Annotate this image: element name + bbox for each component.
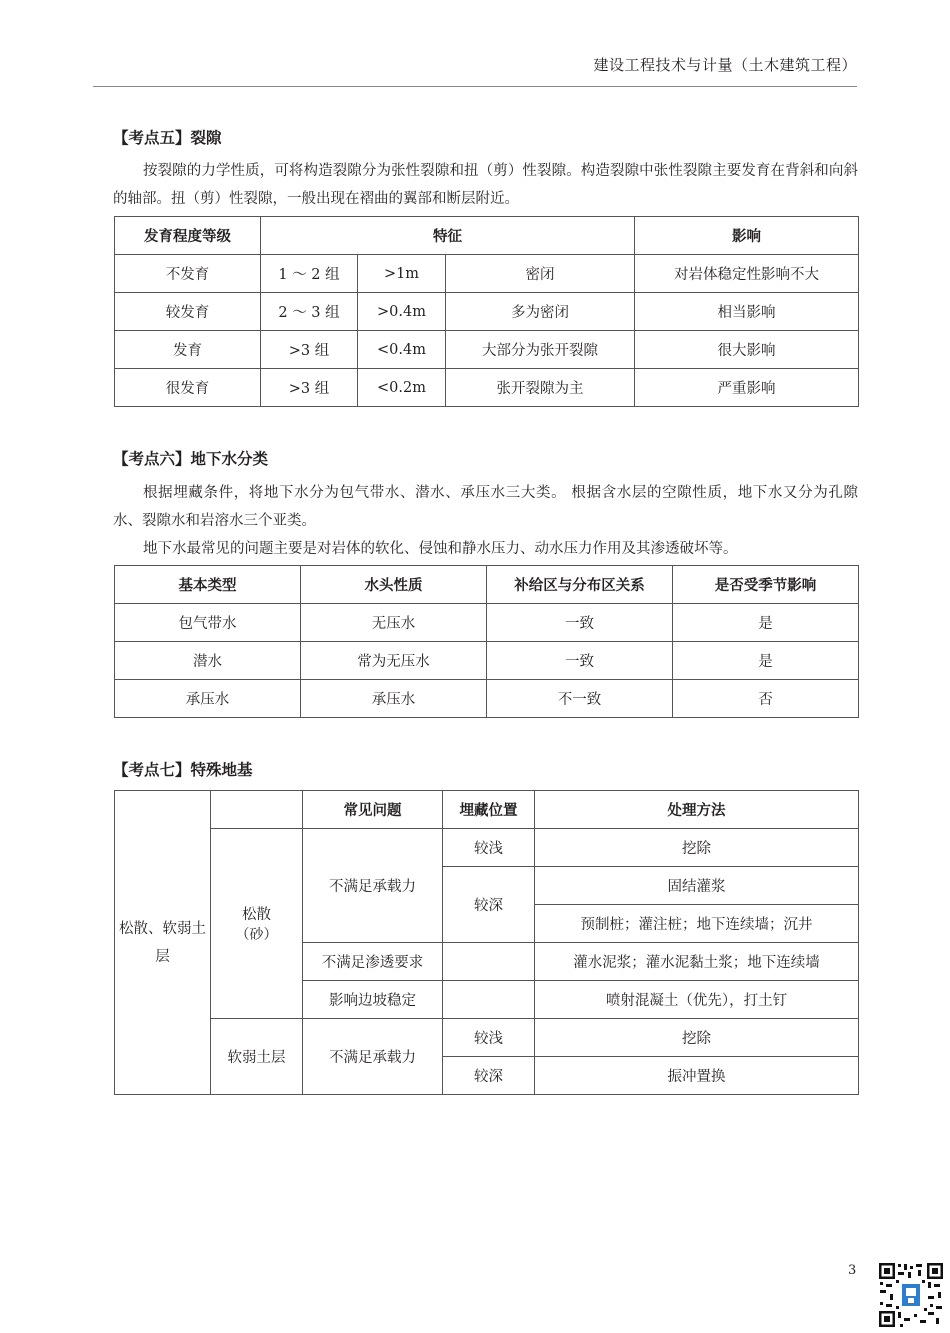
section-5-title: 【考点五】裂隙 bbox=[113, 129, 222, 147]
table-cell: 不满足承载力 bbox=[303, 1019, 443, 1095]
table-cell: 对岩体稳定性影响不大 bbox=[635, 255, 859, 293]
table-cell: 影响边坡稳定 bbox=[303, 981, 443, 1019]
table-cell-subgroup bbox=[211, 829, 303, 1019]
table-cell: >3 组 bbox=[261, 331, 358, 369]
table-cell: 承压水 bbox=[301, 680, 487, 718]
table-cell: 振冲置换 bbox=[535, 1057, 859, 1095]
table-row bbox=[115, 293, 859, 331]
table-header-cell: 常见问题 bbox=[303, 791, 443, 829]
table-cell: 一致 bbox=[487, 604, 673, 642]
table-cell: 较浅 bbox=[443, 829, 535, 867]
table-cell: 挖除 bbox=[535, 1019, 859, 1057]
table-cell: 严重影响 bbox=[635, 369, 859, 407]
table-cell: 大部分为张开裂隙 bbox=[446, 331, 635, 369]
table-header-row bbox=[115, 791, 859, 829]
table-row bbox=[115, 604, 859, 642]
table-cell: 承压水 bbox=[115, 680, 301, 718]
table-cell: >0.4m bbox=[358, 293, 446, 331]
table-row bbox=[115, 369, 859, 407]
table-cell-subgroup: 软弱土层 bbox=[211, 1019, 303, 1095]
table-row bbox=[115, 642, 859, 680]
table-cell-group: 松散、软弱土层 bbox=[115, 791, 211, 1095]
table-header-cell: 发育程度等级 bbox=[115, 217, 261, 255]
subgroup-label: 松散 bbox=[242, 907, 271, 923]
table-header-cell: 埋藏位置 bbox=[443, 791, 535, 829]
table-cell: 不一致 bbox=[487, 680, 673, 718]
table-cell: <0.4m bbox=[358, 331, 446, 369]
table-cell: 不发育 bbox=[115, 255, 261, 293]
fissure-table bbox=[114, 216, 859, 407]
table-cell: 无压水 bbox=[301, 604, 487, 642]
table-cell: 较浅 bbox=[443, 1019, 535, 1057]
table-cell: 常为无压水 bbox=[301, 642, 487, 680]
table-cell: 否 bbox=[673, 680, 859, 718]
header-divider bbox=[93, 86, 857, 87]
table-cell: 相当影响 bbox=[635, 293, 859, 331]
table-cell: 1 ～ 2 组 bbox=[261, 255, 358, 293]
table-row bbox=[115, 829, 859, 867]
table-header-cell: 特征 bbox=[261, 217, 635, 255]
table-cell: 不满足承载力 bbox=[303, 829, 443, 943]
table-cell: 喷射混凝土（优先），打土钉 bbox=[535, 981, 859, 1019]
table-cell: 2 ～ 3 组 bbox=[261, 293, 358, 331]
table-cell: 是 bbox=[673, 604, 859, 642]
table-cell: 固结灌浆 bbox=[535, 867, 859, 905]
page-number: 3 bbox=[848, 1263, 857, 1278]
table-cell: 很发育 bbox=[115, 369, 261, 407]
table-header-cell: 基本类型 bbox=[115, 566, 301, 604]
section-6-title: 【考点六】地下水分类 bbox=[113, 450, 269, 468]
table-header-cell: 处理方法 bbox=[535, 791, 859, 829]
groundwater-table bbox=[114, 565, 859, 718]
table-header-cell: 水头性质 bbox=[301, 566, 487, 604]
table-header-cell: 补给区与分布区关系 bbox=[487, 566, 673, 604]
table-cell: 灌水泥浆；灌水泥黏土浆；地下连续墙 bbox=[535, 943, 859, 981]
table-cell: 较深 bbox=[443, 1057, 535, 1095]
table-cell-empty bbox=[211, 791, 303, 829]
table-cell: 预制桩；灌注桩；地下连续墙；沉井 bbox=[535, 905, 859, 943]
table-cell: >1m bbox=[358, 255, 446, 293]
table-cell: 多为密闭 bbox=[446, 293, 635, 331]
qr-code[interactable] bbox=[878, 1262, 944, 1328]
table-cell: 发育 bbox=[115, 331, 261, 369]
table-cell: 包气带水 bbox=[115, 604, 301, 642]
table-cell-empty bbox=[443, 981, 535, 1019]
table-cell: 潜水 bbox=[115, 642, 301, 680]
table-cell: 很大影响 bbox=[635, 331, 859, 369]
table-cell: 张开裂隙为主 bbox=[446, 369, 635, 407]
section-7-title: 【考点七】特殊地基 bbox=[113, 761, 253, 779]
table-header-row bbox=[115, 217, 859, 255]
running-header: 建设工程技术与计量（土木建筑工程） bbox=[593, 56, 857, 74]
table-row bbox=[115, 255, 859, 293]
special-foundation-table bbox=[114, 790, 859, 1095]
table-cell: >3 组 bbox=[261, 369, 358, 407]
table-cell: 是 bbox=[673, 642, 859, 680]
table-cell: 挖除 bbox=[535, 829, 859, 867]
table-cell: <0.2m bbox=[358, 369, 446, 407]
table-row bbox=[115, 1019, 859, 1057]
table-cell-empty bbox=[443, 943, 535, 981]
section-6-paragraph-2: 地下水最常见的问题主要是对岩体的软化、侵蚀和静水压力、动水压力作用及其渗透破坏等。 bbox=[143, 541, 738, 557]
table-cell: 一致 bbox=[487, 642, 673, 680]
subgroup-note: （砂） bbox=[235, 927, 278, 943]
section-5-paragraph: 按裂隙的力学性质，可将构造裂隙分为张性裂隙和扭（剪）性裂隙。构造裂隙中张性裂隙主要发育在背斜和向斜的轴部。扭（剪）性裂隙，一般出现在褶曲的翼部和断层附近。 bbox=[113, 163, 858, 207]
table-cell: 不满足渗透要求 bbox=[303, 943, 443, 981]
table-header-cell: 影响 bbox=[635, 217, 859, 255]
table-cell: 较发育 bbox=[115, 293, 261, 331]
table-cell: 较深 bbox=[443, 867, 535, 943]
table-header-row bbox=[115, 566, 859, 604]
section-6-paragraph-1: 根据埋藏条件，将地下水分为包气带水、潜水、承压水三大类。 根据含水层的空隙性质，地下水又分为孔隙水、裂隙水和岩溶水三个亚类。 bbox=[113, 485, 858, 529]
table-row bbox=[115, 331, 859, 369]
table-header-cell: 是否受季节影响 bbox=[673, 566, 859, 604]
table-row bbox=[115, 680, 859, 718]
table-cell: 密闭 bbox=[446, 255, 635, 293]
